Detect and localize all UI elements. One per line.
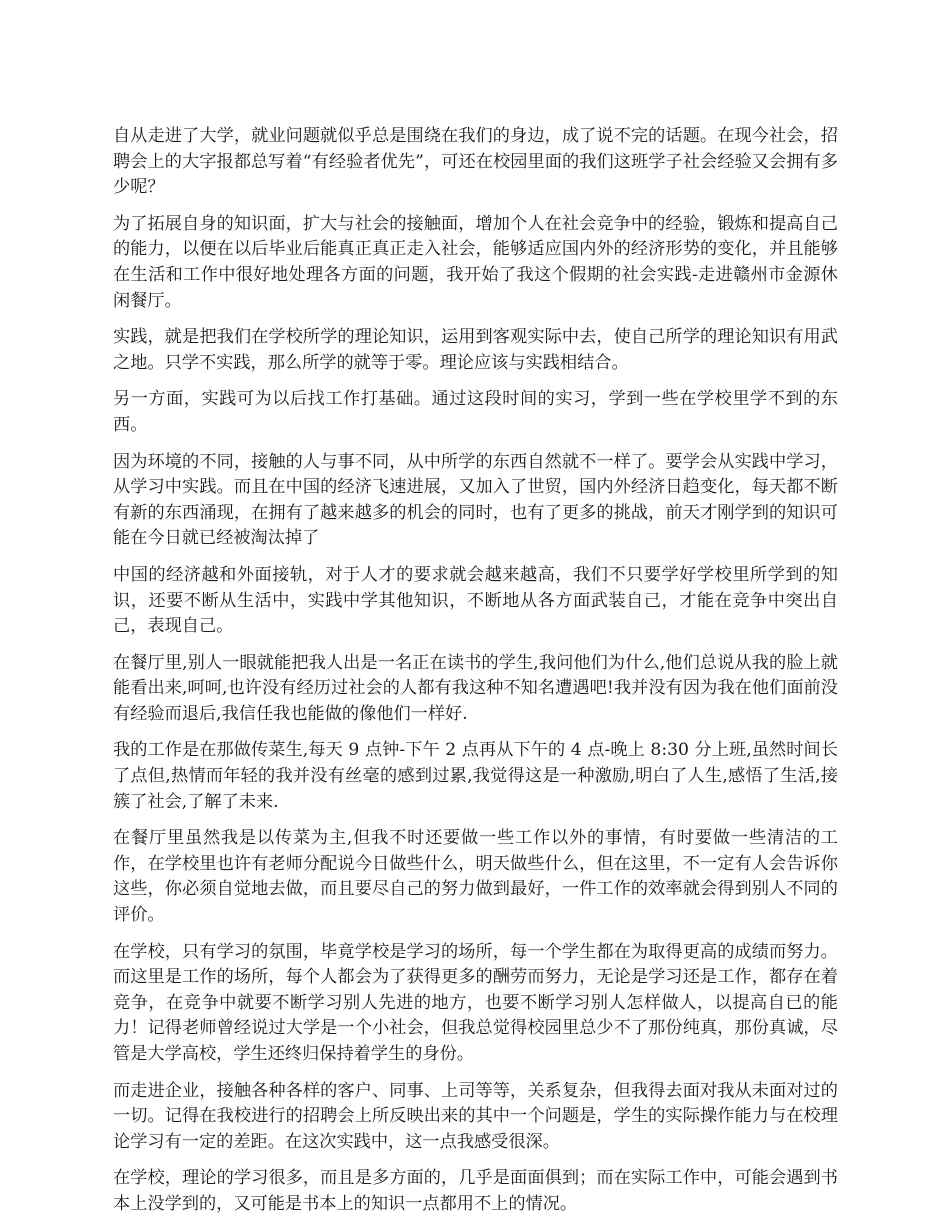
paragraph-10: 在学校，只有学习的氛围，毕竟学校是学习的场所，每一个学生都在为取得更高的成绩而努力。而这里是工作的场所，每个人都会为了获得更多的酬劳而努力，无论是学习还是工作，都存在着竞争，在竞争中就要不断学习别人先进的地方，也要不断学习别人怎样做人，以提高自已的能力！记得老师曾经说过大学是一个小社会，但我总觉得校园里总少不了那份纯真，那份真诚，尽管是大学高校，学生还终归保持着学生的身份。 <box>113 941 838 1064</box>
paragraph-1: 自从走进了大学，就业问题就似乎总是围绕在我们的身边，成了说不完的话题。在现今社会，招聘会上的大字报都总写着“有经验者优先”，可还在校园里面的我们这班学子社会经验又会拥有多少呢？ <box>113 126 838 198</box>
paragraph-12: 在学校，理论的学习很多，而且是多方面的，几乎是面面俱到；而在实际工作中，可能会遇到书本上没学到的，又可能是书本上的知识一点都用不上的情况。 <box>113 1168 838 1214</box>
paragraph-2: 为了拓展自身的知识面，扩大与社会的接触面，增加个人在社会竞争中的经验，锻炼和提高自己的能力，以便在以后毕业后能真正真正走入社会，能够适应国内外的经济形势的变化，并且能够在生活和工作中很好地处理各方面的问题，我开始了我这个假期的社会实践-走进赣州市金源休闲餐厅。 <box>113 213 838 311</box>
paragraph-9: 在餐厅里虽然我是以传菜为主,但我不时还要做一些工作以外的事情，有时要做一些清洁的工作，在学校里也许有老师分配说今日做些什么，明天做些什么，但在这里，不一定有人会告诉你这些，你必须自觉地去做，而且要尽自己的努力做到最好，一件工作的效率就会得到别人不同的评价。 <box>113 828 838 926</box>
paragraph-5: 因为环境的不同，接触的人与事不同，从中所学的东西自然就不一样了。要学会从实践中学习，从学习中实践。而且在中国的经济飞速进展，又加入了世贸，国内外经济日趋变化，每天都不断有新的东西涌现，在拥有了越来越多的机会的同时，也有了更多的挑战，前天才刚学到的知识可能在今日就已经被淘汰掉了 <box>113 451 838 549</box>
paragraph-3: 实践，就是把我们在学校所学的理论知识，运用到客观实际中去，使自己所学的理论知识有用武之地。只学不实践，那么所学的就等于零。理论应该与实践相结合。 <box>113 327 838 373</box>
paragraph-6: 中国的经济越和外面接轨，对于人才的要求就会越来越高，我们不只要学好学校里所学到的知识，还要不断从生活中，实践中学其他知识，不断地从各方面武装自己，才能在竞争中突出自己，表现自己。 <box>113 564 838 637</box>
paragraph-4: 另一方面，实践可为以后找工作打基础。通过这段时间的实习，学到一些在学校里学不到的东西。 <box>113 389 838 435</box>
paragraph-11: 而走进企业，接触各种各样的客户、同事、上司等等，关系复杂，但我得去面对我从未面对过的一切。记得在我校进行的招聘会上所反映出来的其中一个问题是，学生的实际操作能力与在校理论学习有一定的差距。在这次实践中，这一点我感受很深。 <box>113 1080 838 1152</box>
paragraph-8: 我的工作是在那做传菜生,每天 9 点钟-下午 2 点再从下午的 4 点-晚上 8:30 分上班,虽然时间长了点但,热情而年轻的我并没有丝毫的感到过累,我觉得这是一种激励,明白了人生,感悟了生活,接簇了社会,了解了未来. <box>113 740 838 812</box>
paragraph-7: 在餐厅里,别人一眼就能把我人出是一名正在读书的学生,我问他们为什么,他们总说从我的脸上就能看出来,呵呵,也许没有经历过社会的人都有我这种不知名遭遇吧!我并没有因为我在他们面前没有经验而退后,我信任我也能做的像他们一样好. <box>113 652 838 724</box>
